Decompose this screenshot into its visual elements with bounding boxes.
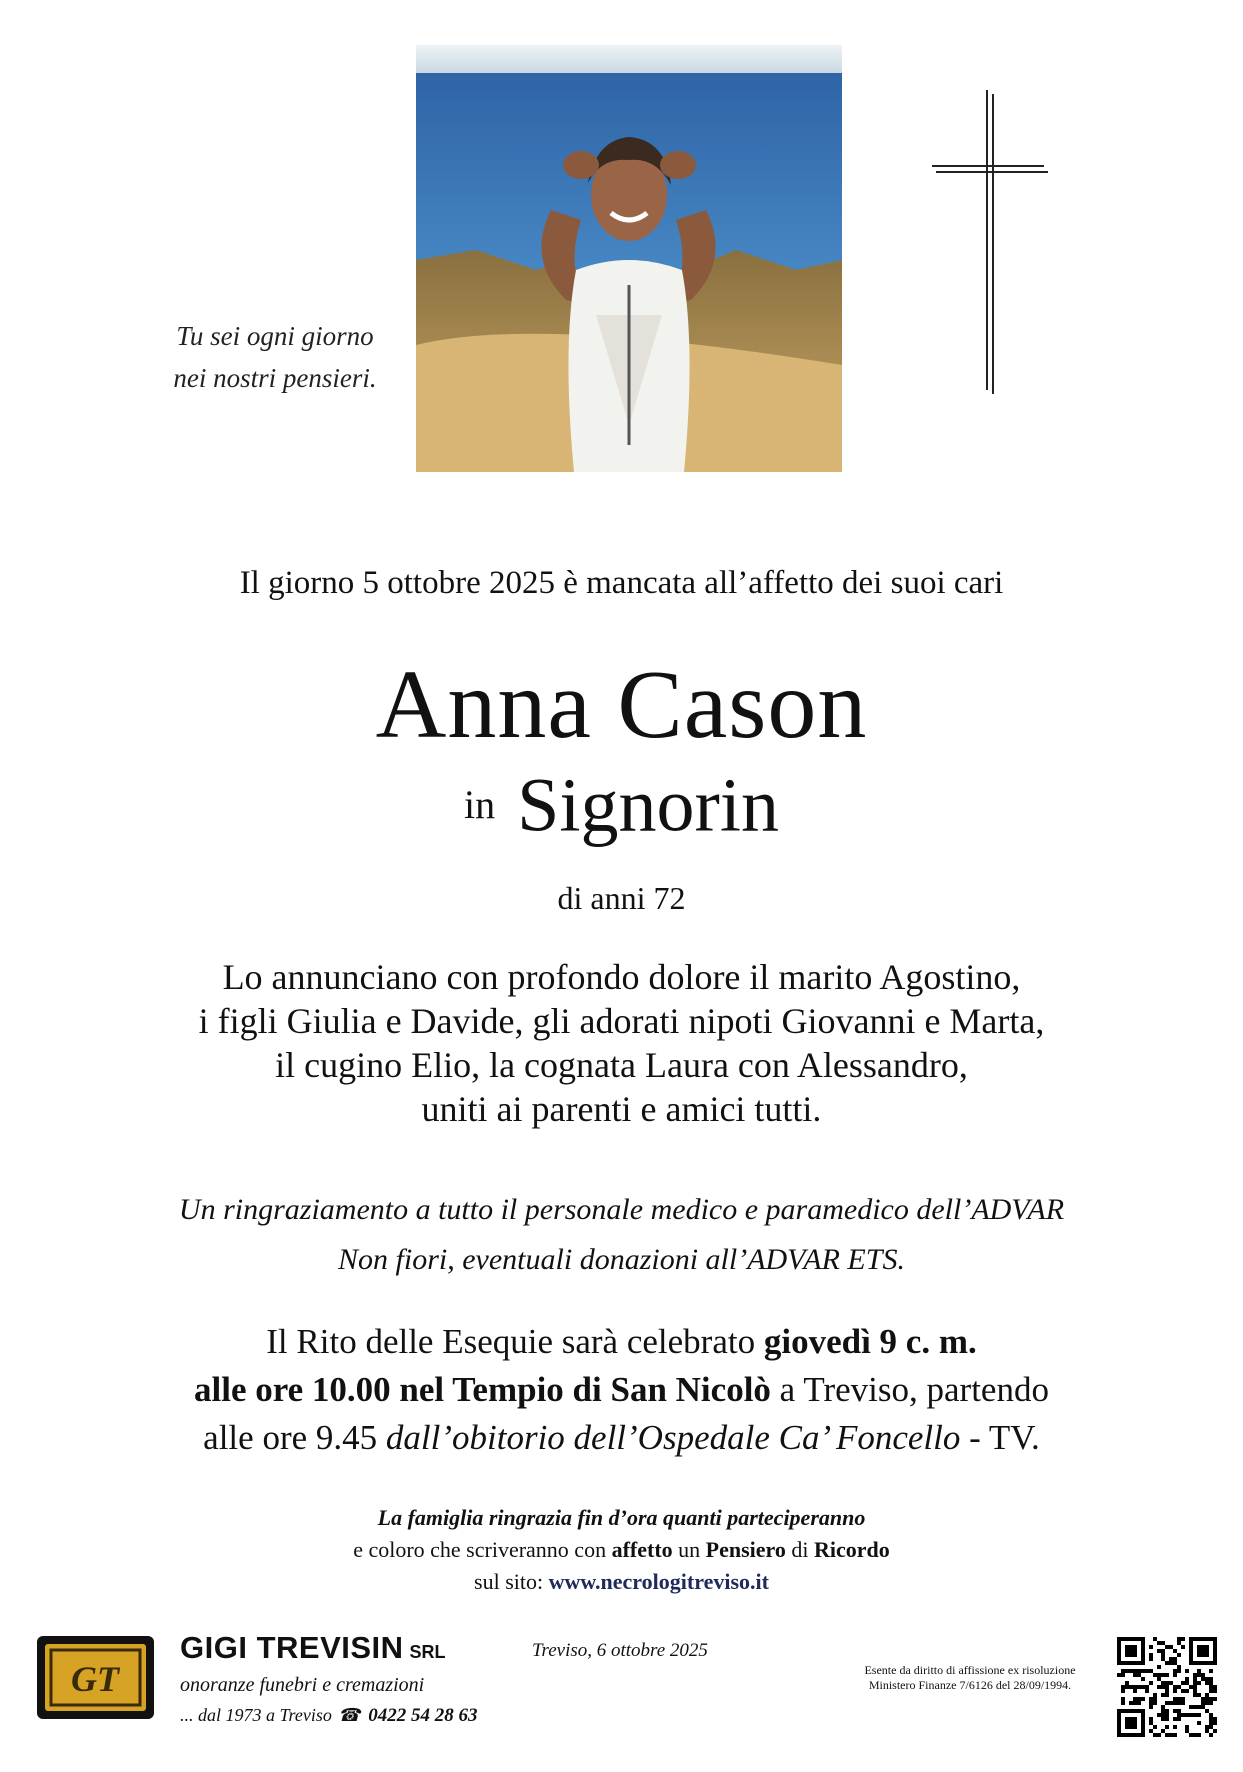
- funeral-text: a Treviso, partendo: [770, 1370, 1049, 1409]
- phone-icon: ☎: [337, 1705, 361, 1725]
- latin-cross-icon: [932, 90, 1052, 395]
- memorial-quote: [150, 315, 400, 399]
- funeral-line-2: [0, 1366, 1243, 1414]
- qr-code-icon[interactable]: [1117, 1637, 1217, 1737]
- family-announcement: [0, 955, 1243, 1131]
- closing-note: [0, 1502, 1243, 1598]
- closing-text: sul sito:: [474, 1569, 549, 1594]
- tax-exemption-note: [840, 1663, 1100, 1693]
- closing-text: di: [785, 1537, 815, 1562]
- funeral-text: alle ore 9.45: [203, 1418, 386, 1457]
- funeral-line-3: [0, 1414, 1243, 1462]
- deceased-name: Anna Cason: [375, 651, 868, 759]
- quote-line: nei nostri pensieri.: [173, 363, 377, 393]
- closing-text: e coloro che scriveranno con: [353, 1537, 612, 1562]
- exempt-line: Ministero Finanze 7/6126 del 28/09/1994.: [868, 1678, 1072, 1692]
- funeral-time-place: alle ore 10.00 nel Tempio di San Nicolò: [194, 1370, 771, 1409]
- family-line: uniti ai parenti e amici tutti.: [421, 1089, 822, 1129]
- thanks-line: Un ringraziamento a tutto il personale medico e paramedico dell’ADVAR: [178, 1193, 1065, 1226]
- donation-line: Non fiori, eventuali donazioni all’ADVAR ETS.: [338, 1243, 905, 1276]
- closing-text: un: [672, 1537, 706, 1562]
- family-line: il cugino Elio, la cognata Laura con Alessandro,: [275, 1045, 968, 1085]
- place-date: Treviso, 6 ottobre 2025: [532, 1640, 708, 1661]
- closing-bold: affetto: [611, 1537, 673, 1562]
- closing-line-3: [0, 1566, 1243, 1598]
- company-info: [180, 1630, 478, 1727]
- quote-line: Tu sei ogni giorno: [176, 321, 374, 351]
- funeral-details: [0, 1318, 1243, 1462]
- company-since: [180, 1705, 478, 1727]
- logo-monogram: GT: [71, 1659, 119, 1699]
- company-tagline: onoranze funebri e cremazioni: [180, 1674, 425, 1696]
- closing-bold: Ricordo: [814, 1537, 890, 1562]
- funeral-line-1: [0, 1318, 1243, 1366]
- married-surname: Signorin: [517, 763, 779, 848]
- departure-place: dall’obitorio dell’Ospedale Ca’ Foncello: [385, 1418, 961, 1457]
- thanks-section: [0, 1185, 1243, 1285]
- married-name: [0, 763, 1243, 848]
- website-link[interactable]: www.necrologitreviso.it: [548, 1569, 769, 1594]
- closing-line-2: [0, 1534, 1243, 1566]
- company-name: GIGI TREVISIN: [180, 1630, 404, 1665]
- funeral-text: Il Rito delle Esequie sarà celebrato: [266, 1322, 764, 1361]
- company-logo: [37, 1636, 154, 1719]
- family-line: Lo annunciano con profondo dolore il marito Agostino,: [222, 957, 1021, 997]
- closing-line-1: La famiglia ringrazia fin d’ora quanti parteciperanno: [377, 1505, 866, 1530]
- age-line: di anni 72: [557, 880, 686, 916]
- married-prefix: in: [464, 782, 496, 828]
- funeral-text: - TV.: [960, 1418, 1040, 1457]
- closing-bold: Pensiero: [705, 1537, 786, 1562]
- exempt-line: Esente da diritto di affissione ex risoluzione: [864, 1663, 1076, 1677]
- intro-line: Il giorno 5 ottobre 2025 è mancata all’affetto dei suoi cari: [239, 565, 1004, 601]
- portrait-photo: [416, 45, 842, 472]
- family-line: i figli Giulia e Davide, gli adorati nipoti Giovanni e Marta,: [198, 1001, 1045, 1041]
- funeral-date: giovedì 9 c. m.: [763, 1322, 977, 1361]
- company-suffix: SRL: [409, 1642, 446, 1662]
- phone-number[interactable]: 0422 54 28 63: [368, 1705, 478, 1726]
- since-text: ... dal 1973 a Treviso: [180, 1705, 332, 1725]
